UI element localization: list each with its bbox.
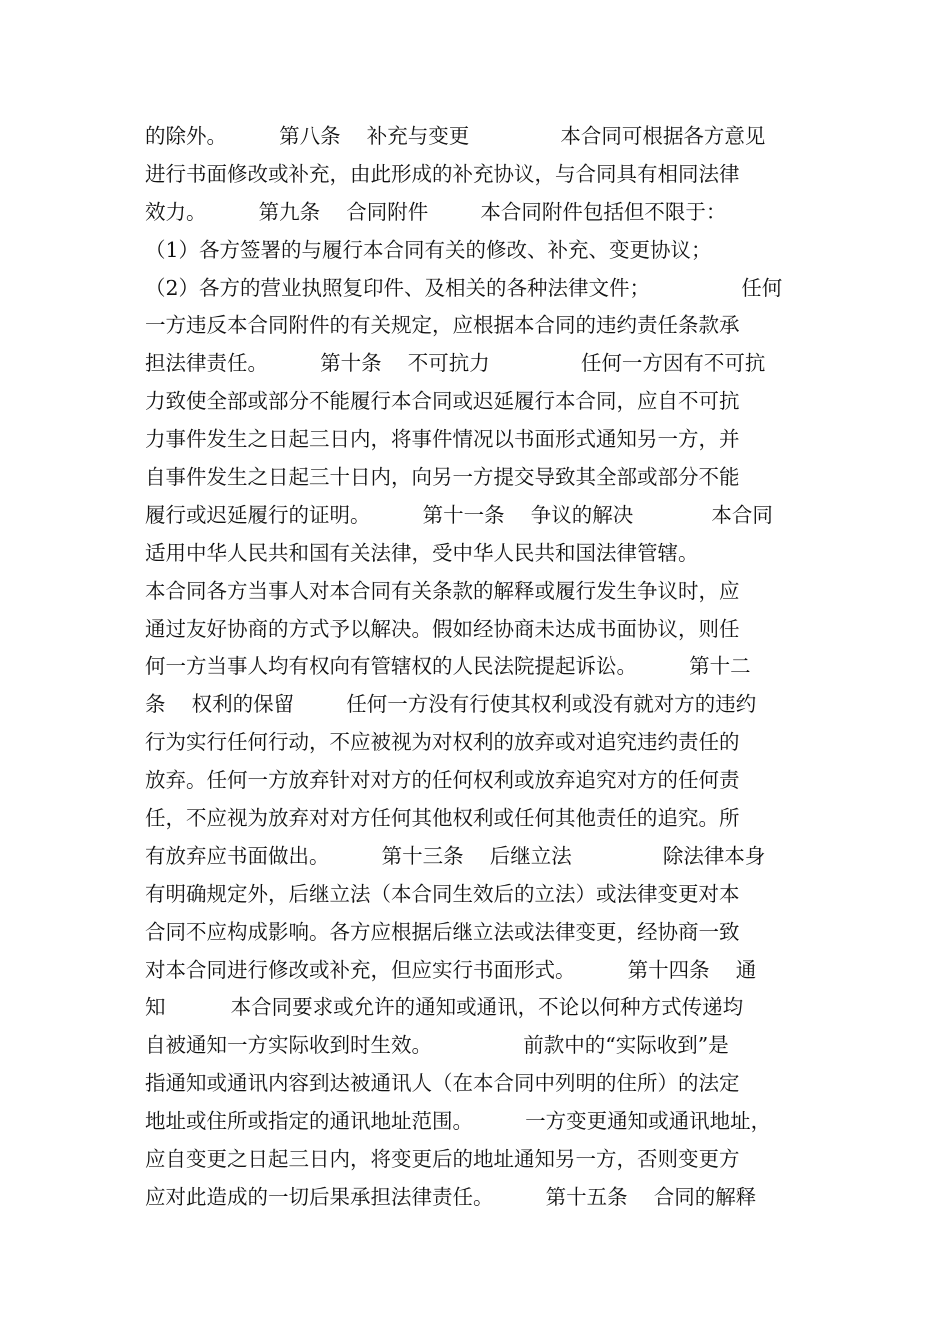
text-line: 担法律责任。 第十条 不可抗力 任何一方因有不可抗 (145, 351, 766, 376)
text-line: 本合同各方当事人对本合同有关条款的解释或履行发生争议时，应 (145, 578, 740, 603)
text-line: （1）各方签署的与履行本合同有关的修改、补充、变更协议； (145, 237, 712, 262)
text-line: （2）各方的营业执照复印件、及相关的各种法律文件； 任何 (145, 275, 783, 300)
text-line: 知 本合同要求或允许的通知或通讯，不论以何种方式传递均 (145, 995, 744, 1020)
text-line: 有明确规定外，后继立法（本合同生效后的立法）或法律变更对本 (145, 881, 740, 906)
text-line: 的除外。 第八条 补充与变更 本合同可根据各方意见 (145, 124, 766, 148)
text-line: 放弃。任何一方放弃针对对方的任何权利或放弃追究对方的任何责 (145, 768, 740, 793)
text-line: 一方违反本合同附件的有关规定，应根据本合同的违约责任条款承 (145, 313, 740, 338)
text-line: 行为实行任何行动，不应被视为对权利的放弃或对追究违约责任的 (145, 730, 740, 755)
text-line: 效力。 第九条 合同附件 本合同附件包括但不限于： (145, 199, 727, 224)
text-line: 地址或住所或指定的通讯地址范围。 一方变更通知或通讯地址， (145, 1109, 772, 1134)
text-line: 应对此造成的一切后果承担法律责任。 第十五条 合同的解释 (145, 1184, 757, 1209)
text-line: 指通知或通讯内容到达被通讯人（在本合同中列明的住所）的法定 (145, 1071, 740, 1096)
text-line: 任，不应视为放弃对对方任何其他权利或任何其他责任的追究。所 (145, 806, 740, 831)
text-line: 力致使全部或部分不能履行本合同或迟延履行本合同，应自不可抗 (145, 389, 740, 414)
text-line: 合同不应构成影响。各方应根据后继立法或法律变更，经协商一致 (145, 919, 740, 944)
text-line: 应自变更之日起三日内，将变更后的地址通知另一方，否则变更方 (145, 1147, 740, 1172)
text-line: 对本合同进行修改或补充，但应实行书面形式。 第十四条 通 (145, 957, 757, 982)
document-page (145, 118, 805, 1217)
text-line: 何一方当事人均有权向有管辖权的人民法院提起诉讼。 第十二 (145, 654, 751, 679)
text-line: 履行或迟延履行的证明。 第十一条 争议的解决 本合同 (145, 502, 773, 527)
text-line: 自事件发生之日起三十日内，向另一方提交导致其全部或部分不能 (145, 465, 740, 490)
text-line: 条 权利的保留 任何一方没有行使其权利或没有就对方的违约 (145, 692, 757, 717)
text-line: 有放弃应书面做出。 第十三条 后继立法 除法律本身 (145, 843, 766, 868)
text-line: 进行书面修改或补充，由此形成的补充协议，与合同具有相同法律 (145, 161, 740, 186)
text-line: 适用中华人民共和国有关法律，受中华人民共和国法律管辖。 (145, 540, 699, 565)
text-line: 力事件发生之日起三日内，将事件情况以书面形式通知另一方，并 (145, 427, 740, 452)
text-line: 通过友好协商的方式予以解决。假如经协商未达成书面协议，则任 (145, 616, 740, 641)
text-line: 自被通知一方实际收到时生效。 前款中的“实际收到”是 (145, 1033, 729, 1058)
